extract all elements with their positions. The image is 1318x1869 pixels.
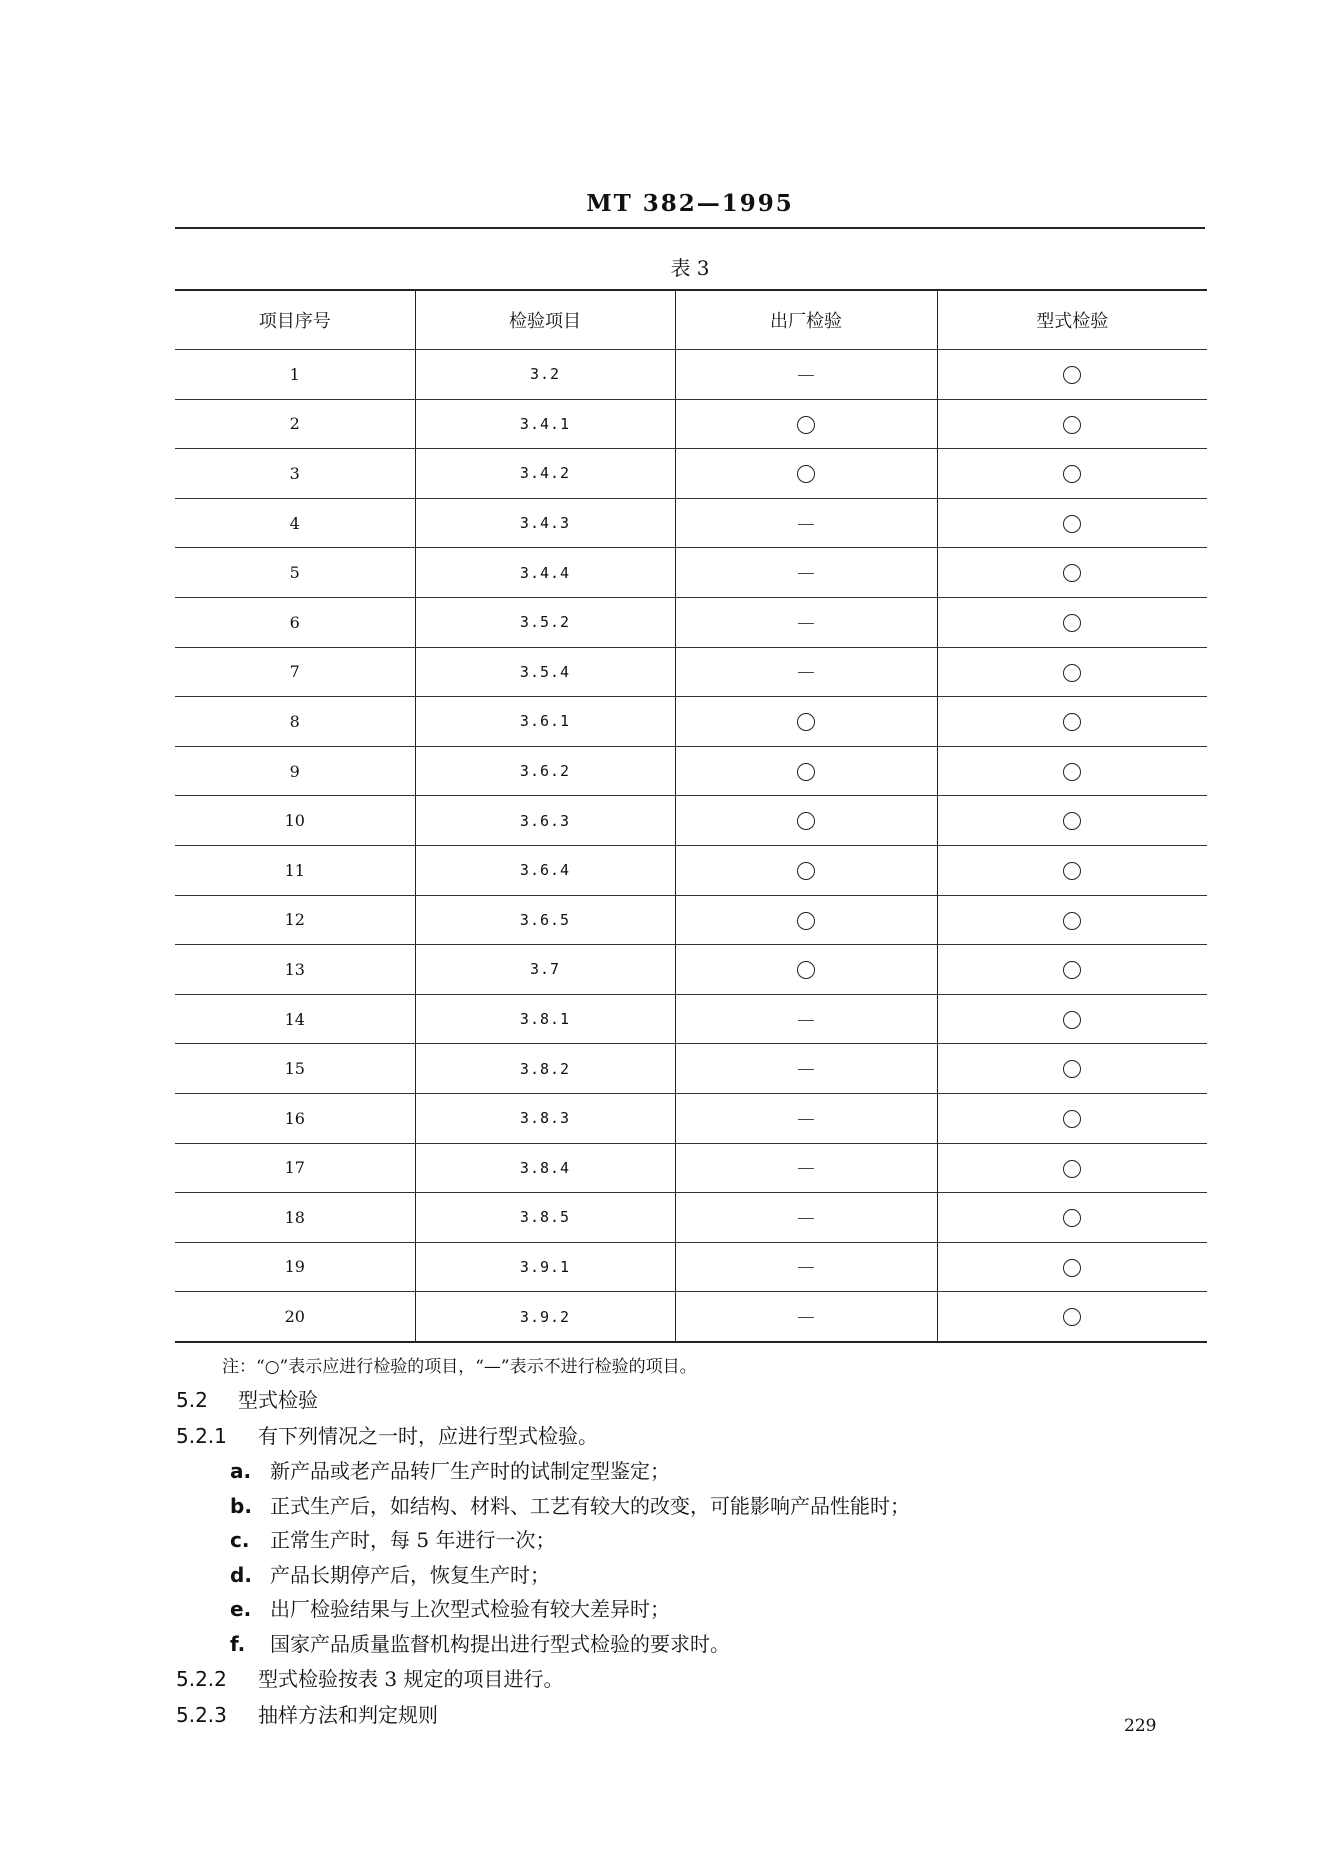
circle-mark-icon: [1063, 1060, 1081, 1078]
condition-item: [230, 1490, 910, 1519]
circle-mark-icon: [1063, 713, 1081, 731]
circle-mark-icon: [1063, 465, 1081, 483]
factory-inspection-cell: [675, 449, 937, 499]
item-text: 国家产品质量监督机构提出进行型式检验的要求时。: [270, 1631, 730, 1656]
table-row: [175, 895, 1207, 945]
factory-inspection-cell: [675, 895, 937, 945]
dash-mark-icon: [798, 1020, 814, 1021]
circle-mark-icon: [1063, 912, 1081, 930]
document-header: MT 382—1995: [586, 190, 794, 217]
section-text: 型式检验按表 3 规定的项目进行。: [258, 1667, 564, 1691]
table-row: [175, 845, 1207, 895]
row-number-cell: 1: [175, 350, 415, 400]
circle-mark-icon: [1063, 1110, 1081, 1128]
type-inspection-cell: [937, 994, 1207, 1044]
inspection-item-cell: 3.4.3: [415, 498, 675, 548]
factory-inspection-cell: [675, 548, 937, 598]
row-number-cell: 8: [175, 697, 415, 747]
page-number: 229: [1124, 1716, 1157, 1736]
item-marker: b.: [230, 1493, 252, 1518]
condition-item: [230, 1593, 670, 1622]
table-row: [175, 1093, 1207, 1143]
table-caption: 表 3: [670, 256, 710, 280]
inspection-item-cell: 3.8.5: [415, 1193, 675, 1243]
item-text: 出厂检验结果与上次型式检验有较大差异时；: [270, 1597, 670, 1621]
dash-mark-icon: [798, 1218, 814, 1219]
table-row: [175, 746, 1207, 796]
circle-mark-icon: [1063, 564, 1081, 582]
inspection-item-cell: 3.6.1: [415, 697, 675, 747]
type-inspection-cell: [937, 1242, 1207, 1292]
table-header-row: [175, 290, 1207, 350]
dash-mark-icon: [798, 1317, 814, 1318]
circle-mark-icon: [1063, 1259, 1081, 1277]
inspection-item-cell: 3.7: [415, 945, 675, 995]
table-row: [175, 1044, 1207, 1094]
item-marker: f.: [230, 1631, 246, 1656]
row-number-cell: 17: [175, 1143, 415, 1193]
item-text: 正式生产后，如结构、材料、工艺有较大的改变，可能影响产品性能时；: [270, 1493, 910, 1518]
factory-inspection-cell: [675, 1143, 937, 1193]
factory-inspection-cell: [675, 796, 937, 846]
item-marker: e.: [230, 1597, 252, 1621]
circle-mark-icon: [1063, 1011, 1081, 1029]
inspection-item-cell: 3.5.4: [415, 647, 675, 697]
type-inspection-cell: [937, 1143, 1207, 1193]
type-inspection-cell: [937, 1093, 1207, 1143]
factory-inspection-cell: [675, 1292, 937, 1342]
table-row: [175, 399, 1207, 449]
type-inspection-cell: [937, 399, 1207, 449]
table-row: [175, 449, 1207, 499]
row-number-cell: 5: [175, 548, 415, 598]
item-text: 产品长期停产后，恢复生产时；: [270, 1562, 550, 1587]
circle-mark-icon: [1063, 1308, 1081, 1326]
section-title: 型式检验: [238, 1388, 318, 1412]
dash-mark-icon: [798, 1069, 814, 1070]
row-number-cell: 19: [175, 1242, 415, 1292]
section-5-2-3: [176, 1699, 438, 1728]
table-row: [175, 994, 1207, 1044]
inspection-item-cell: 3.8.1: [415, 994, 675, 1044]
inspection-item-cell: 3.4.4: [415, 548, 675, 598]
inspection-item-cell: 3.4.1: [415, 399, 675, 449]
factory-inspection-cell: [675, 1193, 937, 1243]
row-number-cell: 9: [175, 746, 415, 796]
table-row: [175, 1193, 1207, 1243]
row-number-cell: 6: [175, 597, 415, 647]
inspection-item-cell: 3.9.2: [415, 1292, 675, 1342]
circle-mark-icon: [797, 416, 815, 434]
header-type-inspection: 型式检验: [937, 290, 1207, 350]
type-inspection-cell: [937, 796, 1207, 846]
type-inspection-cell: [937, 449, 1207, 499]
dash-mark-icon: [798, 573, 814, 574]
section-number: 5.2: [176, 1388, 208, 1412]
inspection-item-cell: 3.6.5: [415, 895, 675, 945]
factory-inspection-cell: [675, 1242, 937, 1292]
section-text: 抽样方法和判定规则: [258, 1703, 438, 1727]
row-number-cell: 3: [175, 449, 415, 499]
table-row: [175, 796, 1207, 846]
inspection-item-cell: 3.8.2: [415, 1044, 675, 1094]
inspection-item-cell: 3.4.2: [415, 449, 675, 499]
dash-mark-icon: [798, 672, 814, 673]
factory-inspection-cell: [675, 647, 937, 697]
table-row: [175, 548, 1207, 598]
section-text: 有下列情况之一时，应进行型式检验。: [258, 1424, 598, 1448]
factory-inspection-cell: [675, 1044, 937, 1094]
inspection-item-cell: 3.8.4: [415, 1143, 675, 1193]
circle-mark-icon: [1063, 416, 1081, 434]
condition-item: [230, 1628, 730, 1657]
type-inspection-cell: [937, 350, 1207, 400]
factory-inspection-cell: [675, 399, 937, 449]
circle-mark-icon: [1063, 366, 1081, 384]
table-row: [175, 498, 1207, 548]
item-marker: d.: [230, 1562, 252, 1587]
inspection-item-cell: 3.6.2: [415, 746, 675, 796]
type-inspection-cell: [937, 746, 1207, 796]
circle-mark-icon: [1063, 1160, 1081, 1178]
row-number-cell: 12: [175, 895, 415, 945]
type-inspection-cell: [937, 697, 1207, 747]
circle-mark-icon: [1063, 763, 1081, 781]
header-factory-inspection: 出厂检验: [675, 290, 937, 350]
type-inspection-cell: [937, 647, 1207, 697]
circle-mark-icon: [1063, 812, 1081, 830]
type-inspection-cell: [937, 945, 1207, 995]
table-row: [175, 945, 1207, 995]
circle-mark-icon: [1063, 515, 1081, 533]
row-number-cell: 13: [175, 945, 415, 995]
inspection-item-cell: 3.5.2: [415, 597, 675, 647]
table-row: [175, 350, 1207, 400]
circle-mark-icon: [797, 862, 815, 880]
condition-item: [230, 1559, 550, 1588]
table-row: [175, 1292, 1207, 1342]
section-number: 5.2.1: [176, 1424, 227, 1448]
dash-mark-icon: [798, 1168, 814, 1169]
inspection-item-cell: 3.8.3: [415, 1093, 675, 1143]
type-inspection-cell: [937, 1292, 1207, 1342]
factory-inspection-cell: [675, 498, 937, 548]
table-note: 注：“○”表示应进行检验的项目，“—”表示不进行检验的项目。: [222, 1357, 697, 1377]
row-number-cell: 10: [175, 796, 415, 846]
item-marker: c.: [230, 1528, 250, 1552]
factory-inspection-cell: [675, 597, 937, 647]
header-inspection-item: 检验项目: [415, 290, 675, 350]
row-number-cell: 11: [175, 845, 415, 895]
type-inspection-cell: [937, 845, 1207, 895]
item-text: 正常生产时，每 5 年进行一次；: [270, 1528, 556, 1552]
circle-mark-icon: [797, 912, 815, 930]
inspection-item-cell: 3.9.1: [415, 1242, 675, 1292]
row-number-cell: 18: [175, 1193, 415, 1243]
row-number-cell: 14: [175, 994, 415, 1044]
circle-mark-icon: [1063, 862, 1081, 880]
table-row: [175, 1143, 1207, 1193]
row-number-cell: 4: [175, 498, 415, 548]
type-inspection-cell: [937, 1193, 1207, 1243]
row-number-cell: 20: [175, 1292, 415, 1342]
inspection-item-cell: 3.6.4: [415, 845, 675, 895]
section-5-2-2: [176, 1663, 563, 1692]
header-item-number: 项目序号: [175, 290, 415, 350]
row-number-cell: 2: [175, 399, 415, 449]
factory-inspection-cell: [675, 994, 937, 1044]
factory-inspection-cell: [675, 746, 937, 796]
row-number-cell: 7: [175, 647, 415, 697]
type-inspection-cell: [937, 498, 1207, 548]
dash-mark-icon: [798, 375, 814, 376]
section-number: 5.2.2: [176, 1667, 227, 1691]
factory-inspection-cell: [675, 697, 937, 747]
dash-mark-icon: [798, 1119, 814, 1120]
type-inspection-cell: [937, 1044, 1207, 1094]
section-5-2-1: [176, 1420, 598, 1449]
factory-inspection-cell: [675, 945, 937, 995]
row-number-cell: 15: [175, 1044, 415, 1094]
condition-item: [230, 1524, 555, 1553]
factory-inspection-cell: [675, 350, 937, 400]
section-number: 5.2.3: [176, 1703, 227, 1727]
inspection-table: [175, 289, 1207, 1343]
circle-mark-icon: [797, 812, 815, 830]
circle-mark-icon: [797, 713, 815, 731]
table-row: [175, 697, 1207, 747]
factory-inspection-cell: [675, 1093, 937, 1143]
circle-mark-icon: [1063, 961, 1081, 979]
inspection-item-cell: 3.6.3: [415, 796, 675, 846]
circle-mark-icon: [797, 763, 815, 781]
table-row: [175, 647, 1207, 697]
condition-item: [230, 1455, 670, 1484]
circle-mark-icon: [1063, 1209, 1081, 1227]
dash-mark-icon: [798, 623, 814, 624]
factory-inspection-cell: [675, 845, 937, 895]
circle-mark-icon: [797, 465, 815, 483]
dash-mark-icon: [798, 524, 814, 525]
circle-mark-icon: [1063, 614, 1081, 632]
table-body: [175, 350, 1207, 1342]
item-text: 新产品或老产品转厂生产时的试制定型鉴定；: [270, 1459, 670, 1483]
header-rule: [175, 227, 1205, 229]
circle-mark-icon: [1063, 664, 1081, 682]
type-inspection-cell: [937, 895, 1207, 945]
item-marker: a.: [230, 1459, 252, 1483]
table-row: [175, 1242, 1207, 1292]
type-inspection-cell: [937, 597, 1207, 647]
type-inspection-cell: [937, 548, 1207, 598]
dash-mark-icon: [798, 1267, 814, 1268]
circle-mark-icon: [797, 961, 815, 979]
row-number-cell: 16: [175, 1093, 415, 1143]
inspection-item-cell: 3.2: [415, 350, 675, 400]
table-row: [175, 597, 1207, 647]
section-5-2: [176, 1384, 318, 1413]
